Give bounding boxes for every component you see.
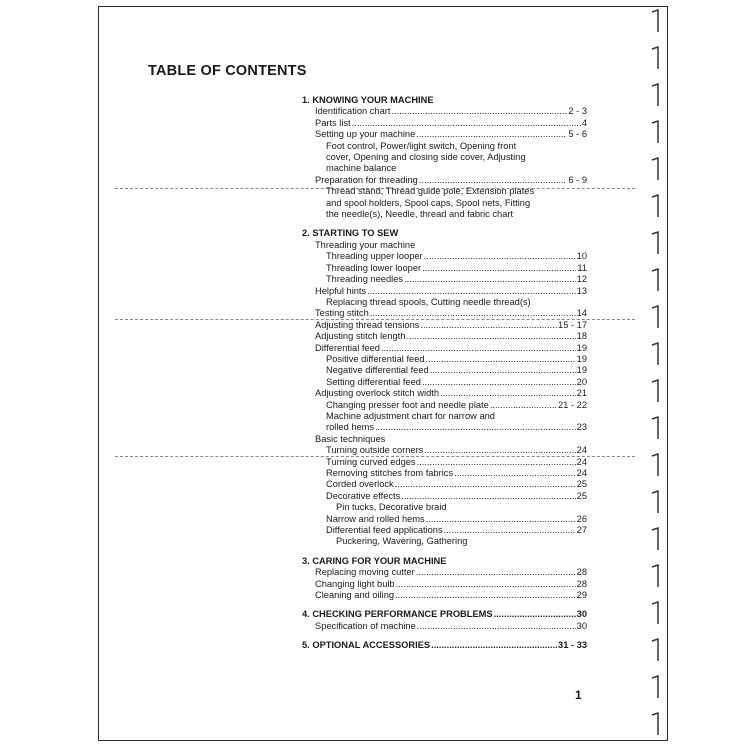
toc-entry-page: 14 bbox=[576, 308, 587, 319]
toc-entry bbox=[302, 118, 587, 129]
toc-entry-page: 19 bbox=[576, 342, 587, 353]
toc-entry bbox=[302, 175, 587, 186]
toc-entry-page: 23 bbox=[576, 422, 587, 433]
toc-entry-page: 24 bbox=[576, 456, 587, 467]
binding-tab-mark bbox=[652, 380, 658, 402]
section-spacer bbox=[302, 632, 587, 640]
toc-note-line: cover, Opening and closing side cover, Adjusting bbox=[326, 152, 526, 163]
toc-entry-page: 24 bbox=[576, 445, 587, 456]
toc-entry-page: 15 - 17 bbox=[558, 319, 587, 330]
toc-entry bbox=[302, 365, 587, 376]
dot-leader bbox=[426, 514, 576, 525]
toc-subheading: Threading your machine bbox=[315, 239, 416, 250]
toc-entry-page: 21 bbox=[576, 388, 587, 399]
toc-entry-page: 4 bbox=[581, 117, 587, 128]
dot-leader bbox=[426, 354, 576, 365]
binding-tabs-graphic bbox=[650, 0, 670, 750]
dot-leader bbox=[417, 457, 576, 468]
binding-tab-mark bbox=[652, 528, 658, 550]
dot-leader bbox=[401, 491, 575, 502]
toc-entry-page: 28 bbox=[576, 578, 587, 589]
toc-note-line: Puckering, Wavering, Gathering bbox=[336, 536, 468, 547]
dot-leader bbox=[454, 468, 576, 479]
toc-entry bbox=[302, 457, 587, 468]
binding-edge bbox=[650, 0, 670, 750]
toc-entry-page: 25 bbox=[576, 490, 587, 501]
toc-entry-label: Helpful hints bbox=[315, 285, 367, 296]
toc-entry-label: Identification chart bbox=[315, 106, 391, 117]
toc-entry-page: 6 - 9 bbox=[568, 174, 587, 185]
toc-entry bbox=[302, 422, 587, 433]
toc-note-line: Replacing thread spools, Cutting needle thread(s) bbox=[326, 296, 531, 307]
section-title: 1. KNOWING YOUR MACHINE bbox=[302, 95, 434, 105]
toc-entry-page: 5 - 6 bbox=[568, 129, 587, 140]
toc-entry-label: Threading lower looper bbox=[326, 262, 422, 273]
binding-tab-mark bbox=[652, 47, 658, 69]
dot-leader bbox=[416, 567, 576, 578]
dot-leader bbox=[367, 286, 575, 297]
section-title: 3. CARING FOR YOUR MACHINE bbox=[302, 555, 447, 566]
dot-leader bbox=[404, 274, 576, 285]
toc-entry-label: Adjusting overlock stitch width bbox=[315, 388, 440, 399]
toc-note-line: Foot control, Power/light switch, Opening front bbox=[326, 140, 517, 151]
toc-entry bbox=[302, 567, 587, 578]
toc-entry-label: Preparation for threading bbox=[315, 174, 418, 185]
toc-entry-page: 2 - 3 bbox=[568, 106, 587, 117]
binding-tab-mark bbox=[652, 121, 658, 143]
toc-entry bbox=[302, 129, 587, 140]
toc-entry-label: Adjusting thread tensions bbox=[315, 319, 420, 330]
toc-entry bbox=[302, 590, 587, 601]
section-page: 30 bbox=[576, 609, 587, 620]
toc-entry bbox=[302, 263, 587, 274]
toc-note-line: Thread stand, Thread guide pole, Extension plates bbox=[326, 186, 535, 197]
toc-entry-label: Changing light bulb bbox=[315, 578, 395, 589]
toc-entry bbox=[302, 514, 587, 525]
toc-entry-label: Narrow and rolled hems bbox=[326, 513, 425, 524]
section-spacer bbox=[302, 601, 587, 609]
toc-entry-label: Threading upper looper bbox=[326, 251, 423, 262]
binding-tab-mark bbox=[652, 232, 658, 254]
toc-entry-page: 21 - 22 bbox=[558, 399, 587, 410]
toc-entry-page: 13 bbox=[576, 285, 587, 296]
toc-entry-label: Specification of machine bbox=[315, 620, 416, 631]
toc-entry-label: Setting up your machine bbox=[315, 129, 416, 140]
toc-entry bbox=[302, 251, 587, 262]
toc-entry-page: 11 bbox=[577, 262, 587, 273]
toc-entry-page: 10 bbox=[576, 251, 587, 262]
toc-entry-label: Corded overlock bbox=[326, 479, 394, 490]
toc-entry-label: Differential feed bbox=[315, 342, 380, 353]
toc-entry-label: Replacing moving cutter bbox=[315, 567, 415, 578]
toc-entry-label: Threading needles bbox=[326, 274, 404, 285]
dot-leader bbox=[430, 365, 576, 376]
toc-entry bbox=[302, 468, 587, 479]
dot-leader bbox=[391, 106, 567, 117]
dot-leader bbox=[444, 525, 576, 536]
binding-tab-mark bbox=[652, 676, 658, 698]
toc-entry-label: Negative differential feed bbox=[326, 365, 429, 376]
toc-entry-page: 25 bbox=[576, 479, 587, 490]
toc-subheading: Machine adjustment chart for narrow and bbox=[326, 410, 495, 421]
dot-leader bbox=[375, 422, 576, 433]
page-number: 1 bbox=[575, 688, 582, 702]
toc-entry-page: 27 bbox=[576, 525, 587, 536]
section-title: 4. CHECKING PERFORMANCE PROBLEMS bbox=[302, 609, 493, 620]
binding-tab-mark bbox=[652, 195, 658, 217]
toc-note-line: the needle(s), Needle, thread and fabric chart bbox=[326, 209, 514, 220]
binding-tab-mark bbox=[652, 565, 658, 587]
binding-tab-mark bbox=[652, 602, 658, 624]
toc-entry-label: Changing presser foot and needle plate bbox=[326, 399, 489, 410]
binding-tab-mark bbox=[652, 84, 658, 106]
dot-leader bbox=[381, 343, 576, 354]
toc-entry bbox=[302, 286, 587, 297]
dot-leader bbox=[396, 579, 576, 590]
dot-leader bbox=[406, 331, 575, 342]
dot-leader bbox=[395, 590, 576, 601]
toc-subheading: Basic techniques bbox=[315, 433, 386, 444]
toc-entry-label: Parts list bbox=[315, 117, 351, 128]
toc-entry-label: Positive differential feed bbox=[326, 353, 425, 364]
binding-tab-mark bbox=[652, 417, 658, 439]
toc-entry bbox=[302, 377, 587, 388]
toc-entry-label: Testing stitch bbox=[315, 308, 369, 319]
dot-leader bbox=[431, 640, 557, 651]
dot-leader bbox=[440, 388, 576, 399]
toc-note-line: machine balance bbox=[326, 163, 397, 174]
toc-entry-label: Removing stitches from fabrics bbox=[326, 468, 454, 478]
toc-entry bbox=[302, 274, 587, 285]
dot-leader bbox=[424, 251, 576, 262]
toc-entry bbox=[302, 388, 587, 399]
toc-entry-page: 29 bbox=[576, 590, 587, 601]
section-heading bbox=[302, 609, 587, 620]
toc-entry bbox=[302, 331, 587, 342]
toc-entry-page: 19 bbox=[576, 353, 587, 364]
toc-entry bbox=[302, 354, 587, 365]
section-spacer bbox=[302, 548, 587, 556]
toc-entry bbox=[302, 479, 587, 490]
toc-entry bbox=[302, 621, 587, 632]
toc-entry bbox=[302, 491, 587, 502]
dot-leader bbox=[422, 263, 576, 274]
dot-leader bbox=[420, 320, 557, 331]
binding-tab-mark bbox=[652, 10, 658, 32]
toc-entry-label: rolled hems bbox=[326, 422, 375, 433]
toc-note-line: and spool holders, Spool caps, Spool nets, Fitting bbox=[326, 197, 531, 208]
toc-entry-page: 26 bbox=[576, 513, 587, 524]
binding-tab-mark bbox=[652, 269, 658, 291]
binding-tab-mark bbox=[652, 343, 658, 365]
dot-leader bbox=[490, 400, 557, 411]
dot-leader bbox=[416, 129, 567, 140]
dot-leader bbox=[370, 308, 576, 319]
page-title: TABLE OF CONTENTS bbox=[148, 63, 307, 79]
toc-entry-page: 19 bbox=[576, 365, 587, 376]
toc-entry-page: 30 bbox=[576, 620, 587, 631]
toc-entry-label: Setting differential feed bbox=[326, 376, 421, 387]
binding-tab-mark bbox=[652, 639, 658, 661]
binding-tab-mark bbox=[652, 158, 658, 180]
dot-leader bbox=[419, 175, 568, 186]
toc-entry-label: Turning curved edges bbox=[326, 456, 416, 467]
toc-entry bbox=[302, 106, 587, 117]
section-heading bbox=[302, 640, 587, 651]
toc-entry-label: Cleaning and oiling bbox=[315, 590, 395, 601]
toc-entry-page: 28 bbox=[576, 567, 587, 578]
toc-entry-page: 18 bbox=[576, 331, 587, 342]
toc-entry bbox=[302, 400, 587, 411]
toc-entry-label: Decorative effects bbox=[326, 490, 401, 501]
section-title: 5. OPTIONAL ACCESSORIES bbox=[302, 640, 431, 651]
toc-entry bbox=[302, 525, 587, 536]
dot-leader bbox=[352, 118, 581, 129]
section-page: 31 - 33 bbox=[558, 640, 587, 651]
binding-tab-mark bbox=[652, 491, 658, 513]
table-of-contents bbox=[302, 95, 587, 652]
dot-leader bbox=[417, 621, 576, 632]
toc-entry bbox=[302, 308, 587, 319]
section-title: 2. STARTING TO SEW bbox=[302, 228, 399, 239]
toc-entry-label: Differential feed applications bbox=[326, 525, 443, 536]
toc-entry bbox=[302, 343, 587, 354]
dot-leader bbox=[395, 479, 576, 490]
toc-entry bbox=[302, 445, 587, 456]
toc-entry-page: 24 bbox=[576, 468, 587, 478]
toc-entry bbox=[302, 579, 587, 590]
toc-entry-label: Turning outside corners bbox=[326, 445, 424, 456]
dot-leader bbox=[494, 609, 576, 620]
dot-leader bbox=[422, 377, 576, 388]
binding-tab-mark bbox=[652, 306, 658, 328]
binding-tab-mark bbox=[652, 454, 658, 476]
toc-entry-page: 12 bbox=[576, 274, 587, 285]
dot-leader bbox=[424, 445, 575, 456]
toc-note-line: Pin tucks, Decorative braid bbox=[336, 502, 447, 513]
binding-tab-mark bbox=[652, 713, 658, 735]
toc-entry bbox=[302, 320, 587, 331]
section-spacer bbox=[302, 220, 587, 228]
toc-entry-label: Adjusting stitch length bbox=[315, 331, 406, 342]
toc-entry-page: 20 bbox=[576, 376, 587, 387]
